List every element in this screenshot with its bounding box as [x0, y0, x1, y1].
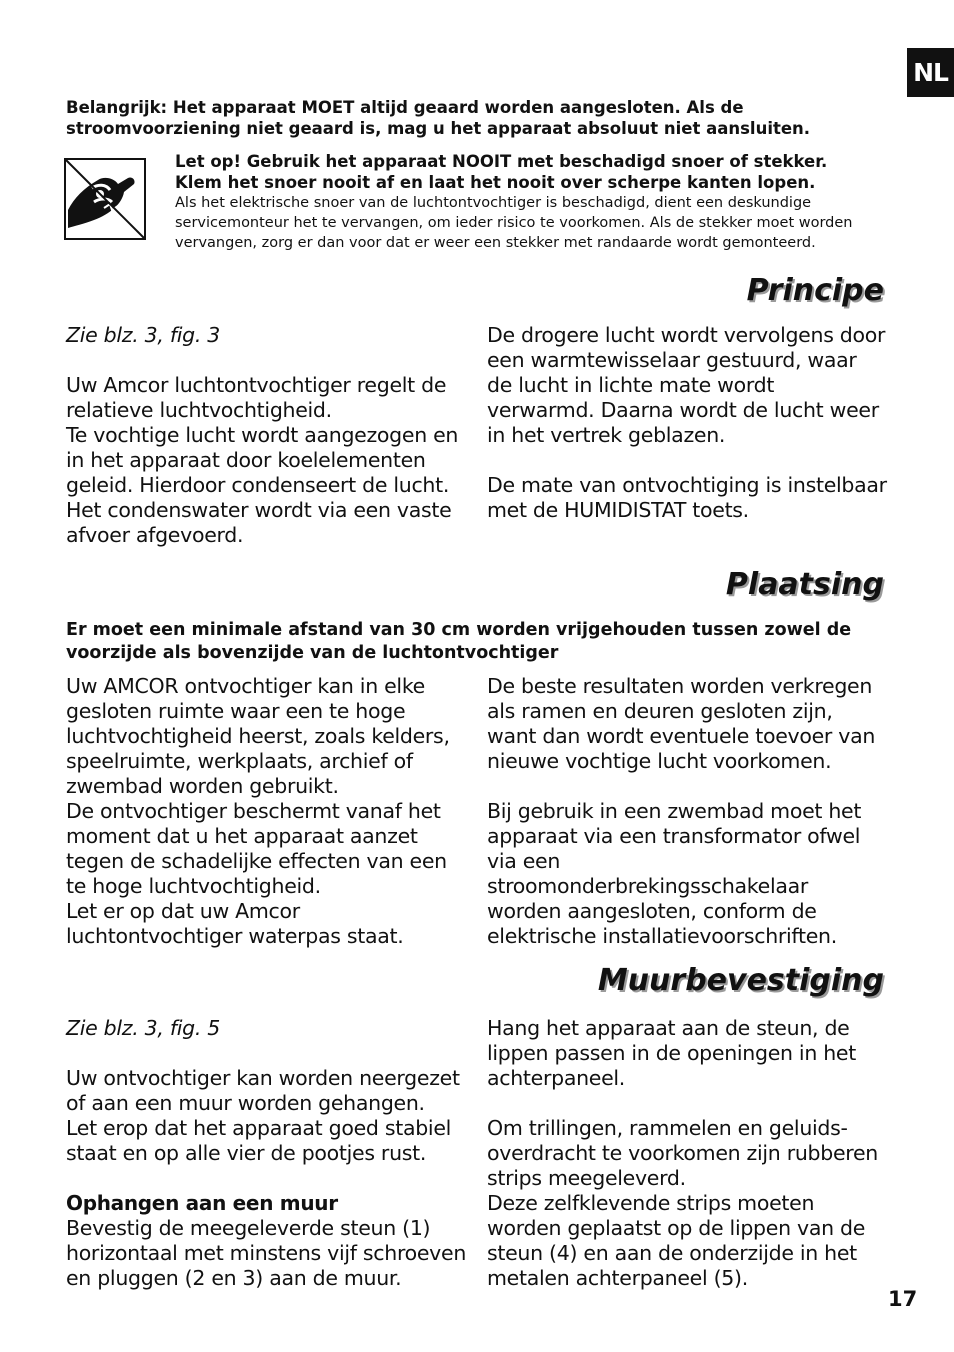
paragraph: De ontvochtiger beschermt vanaf het moment dat u het apparaat aanzet tegen de schadelijke effecten van een te hoge luchtvochtigheid. [66, 799, 447, 898]
warning-bold-2: Klem het snoer nooit af en laat het nooit over scherpe kanten lopen. [175, 173, 816, 192]
paragraph: Uw ontvochtiger kan worden neergezet of aan een muur worden gehangen. [66, 1066, 460, 1115]
muur-left-column [66, 1016, 466, 1291]
paragraph: Te vochtige lucht wordt aangezogen en in het apparaat door koelelementen geleid. Hierdoor condenseert de lucht. Het condenswater wordt via een vaste afvoer afgevoerd. [66, 423, 459, 547]
paragraph: Bij gebruik in een zwembad moet het apparaat via een transformator ofwel via een stroomonderbrekingsschakelaar worden aangesloten, conform de elektrische installatievoorschriften. [487, 799, 862, 948]
paragraph: De beste resultaten worden verkregen als ramen en deuren gesloten zijn, want dan wordt eventuele toevoer van nieuwe vochtige lucht voorkomen. [487, 674, 876, 773]
figure-reference: Zie blz. 3, fig. 3 [66, 323, 221, 347]
cord-warning [175, 151, 895, 253]
paragraph: Bevestig de meegeleverde steun (1) horizontaal met minstens vijf schroeven en pluggen (2 en 3) aan de muur. [66, 1216, 467, 1290]
heading-principe: Principe [746, 273, 884, 308]
subheading: Ophangen aan een muur [66, 1191, 338, 1215]
warning-bold-1: Let op! Gebruik het apparaat NOOIT met beschadigd snoer of stekker. [175, 152, 828, 171]
heading-muurbevestiging: Muurbevestiging [597, 963, 884, 998]
paragraph: Om trillingen, rammelen en geluids-overdracht te voorkomen zijn rubberen strips meegeleverd. [487, 1116, 878, 1190]
plaatsing-right-column [487, 674, 887, 949]
paragraph: Uw AMCOR ontvochtiger kan in elke gesloten ruimte waar een te hoge luchtvochtigheid heerst, zoals kelders, speelruimte, werkplaats, archief of zwembad worden gebruikt. [66, 674, 450, 798]
principe-right-column [487, 323, 887, 523]
distance-notice: Er moet een minimale afstand van 30 cm worden vrijgehouden tussen zowel de voorzijde als bovenzijde van de luchtontvochtiger [66, 620, 852, 663]
heading-plaatsing: Plaatsing [725, 567, 884, 602]
damaged-cord-prohibited-icon [64, 158, 146, 240]
language-tab: NL [907, 48, 954, 97]
paragraph: Deze zelfklevende strips moeten worden geplaatst op de lippen van de steun (4) en aan de onderzijde in het metalen achterpaneel (5). [487, 1191, 866, 1290]
paragraph: Uw Amcor luchtontvochtiger regelt de relatieve luchtvochtigheid. [66, 373, 447, 422]
warning-text: Als het elektrische snoer van de luchtontvochtiger is beschadigd, dient een deskundige servicemonteur het te vervangen, om ieder risico te voorkomen. Als de stekker moet worden vervangen, zorg er dan voor dat er weer een stekker met randaarde wordt gemonteerd. [175, 195, 853, 251]
paragraph: Let er op dat uw Amcor luchtontvochtiger waterpas staat. [66, 899, 404, 948]
plaatsing-left-column [66, 674, 466, 949]
important-notice: Belangrijk: Het apparaat MOET altijd geaard worden aangesloten. Als de stroomvoorziening niet geaard is, mag u het apparaat absoluut niet aansluiten. [66, 98, 811, 138]
paragraph: Let erop dat het apparaat goed stabiel staat en op alle vier de pootjes rust. [66, 1116, 452, 1165]
paragraph: De mate van ontvochtiging is instelbaar met de HUMIDISTAT toets. [487, 473, 887, 522]
figure-reference: Zie blz. 3, fig. 5 [66, 1016, 221, 1040]
principe-left-column [66, 323, 466, 548]
page-number: 17 [888, 1287, 918, 1311]
muur-right-column [487, 1016, 887, 1291]
paragraph: De drogere lucht wordt vervolgens door een warmtewisselaar gestuurd, waar de lucht in lichte mate wordt verwarmd. Daarna wordt de lucht weer in het vertrek geblazen. [487, 323, 886, 447]
paragraph: Hang het apparaat aan de steun, de lippen passen in de openingen in het achterpaneel. [487, 1016, 856, 1090]
